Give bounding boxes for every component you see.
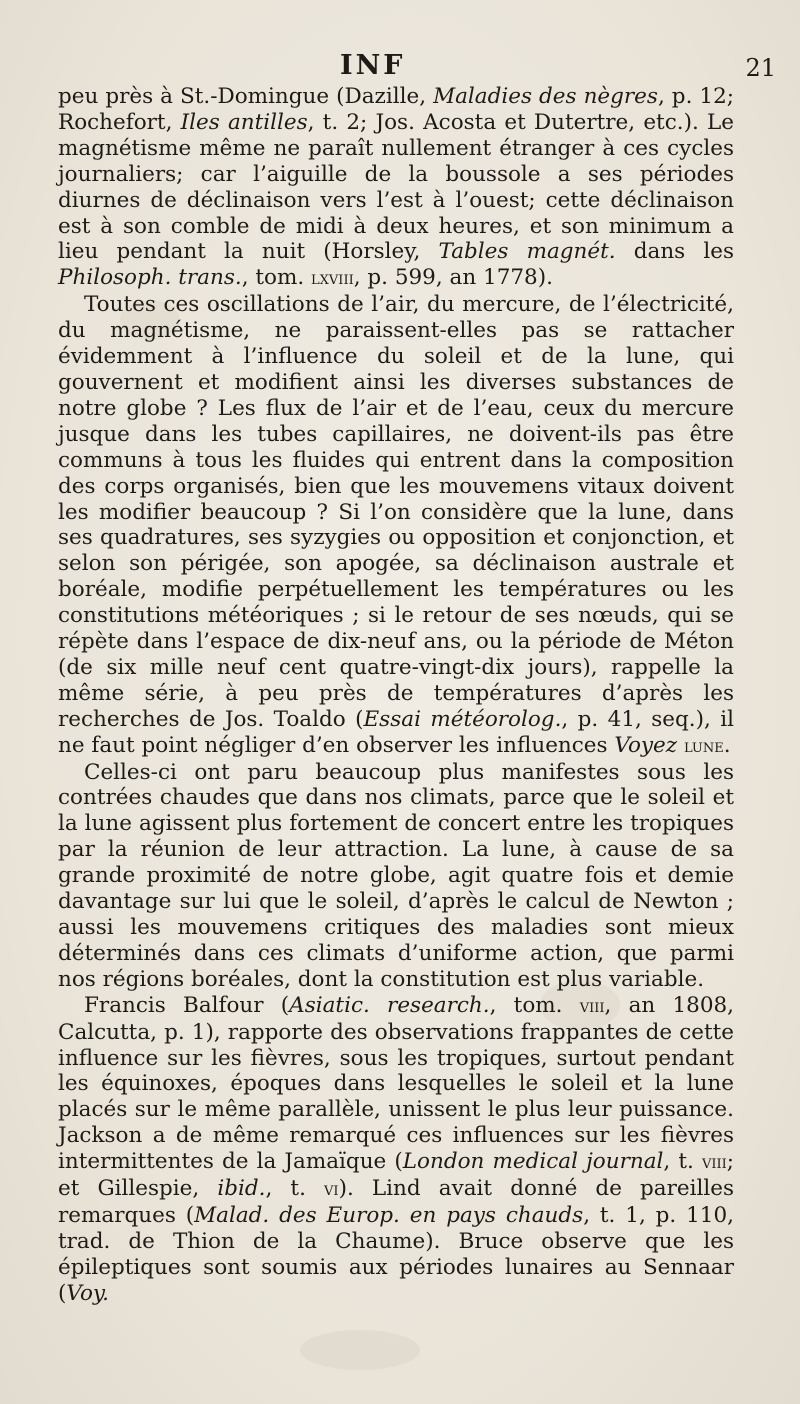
italic-citation: Tables magnét. <box>438 239 616 265</box>
italic-citation: Philosoph. trans. <box>58 265 242 291</box>
paragraph-text: , tom. <box>241 265 312 291</box>
paragraph-text: Toutes ces oscillations de l’air, du mercure, de l’électricité, du magnétisme, ne paraissent-elles pas se rattacher évidemment à l’influence du soleil et de la lune, qui gouvernent et modifient ainsi les diverses substances de notre globe ? Les flux de l’air et de l’eau, ceux du mercure jusque dans les tubes capillaires, ne doivent-ils pas être communs à tous les fluides qui entrent dans la composition des corps organisés, bien que les mouvemens vitaux doivent les modifier beaucoup ? Si l’on considère que la lune, dans ses quadratures, ses syzygies ou opposition et conjonction, et selon son périgée, son apogée, sa déclinaison australe et boréale, modifie perpétuellement les températures ou les constitutions météoriques ; si le retour de ses nœuds, qui se répète dans l’espace de dix-neuf ans, ou la période de Méton (de six mille neuf cent quatre-vingt-dix jours), rappelle la même série, à peu près de températures d’après les recherches de Jos. Toaldo ( <box>58 292 734 732</box>
paragraph-text: , p. 12; Rochefort, <box>58 84 735 135</box>
paragraph <box>58 760 734 993</box>
paragraph <box>58 292 734 759</box>
italic-citation: Malad. des Europ. en pays chauds <box>194 1202 584 1228</box>
small-caps-text: vi <box>324 1179 339 1201</box>
paragraph-text: , tom. <box>489 992 580 1018</box>
paragraph-text: Francis Balfour ( <box>84 992 290 1018</box>
running-head-title: INF <box>340 50 406 81</box>
paragraph-text: , t. 2; Jos. Acosta et Dutertre, etc.). Le magnétisme même ne paraît nullement étranger à ces cycles journaliers; car l’aiguille de la boussole a ses périodes diurnes de déclinaison vers l’est à l’ouest; cette déclinaison est à son comble de midi à deux heures, et son minimum a lieu pendant la nuit (Horsley, <box>58 109 734 265</box>
page-number: 21 <box>745 54 776 82</box>
small-caps-text: lxviii <box>311 268 354 290</box>
paragraph-text <box>677 733 684 758</box>
italic-citation: ibid. <box>217 1176 266 1202</box>
small-caps-text: viii <box>579 995 605 1017</box>
paragraph-text: , p. 599, an 1778). <box>353 265 553 291</box>
italic-citation: London medical journal <box>402 1149 664 1175</box>
paragraph-text: , t. <box>663 1149 702 1175</box>
paragraph-text: , t. <box>265 1176 325 1202</box>
paper-stain <box>300 1330 420 1370</box>
paragraph-text: peu près à St.-Domingue (Dazille, <box>58 84 434 109</box>
italic-citation: Iles antilles <box>180 109 308 135</box>
paragraph-text: , p. 41, seq.), il ne faut point négliger d’en observer les influences <box>58 706 734 758</box>
paragraph-text: , an 1808, Calcutta, p. 1), rapporte des observations frappantes de cette influence sur les fièvres, sous les tropiques, surtout pendant les équinoxes, époques dans lesquelles le soleil et la lune placés sur le même parallèle, unissent le plus leur puissance. Jackson a de même remarqué ces influences sur les fièvres intermittentes de la Jamaïque ( <box>58 992 735 1175</box>
italic-citation: Asiatic. research. <box>289 992 490 1018</box>
paragraph-text: . <box>723 732 731 758</box>
paragraph <box>58 84 734 292</box>
paragraph-text: , t. 1, p. 110, trad. de Thion de la Chaume). Bruce observe que les épileptiques sont soumis aux périodes lunaires au Sennaar ( <box>58 1202 734 1306</box>
paragraph-text: Celles-ci ont paru beaucoup plus manifestes sous les contrées chaudes que dans nos climats, parce que le soleil et la lune agissent plus fortement de concert entre les tropiques par la réunion de leur attraction. La lune, à cause de sa grande proximité de notre globe, agit quatre fois et demie davantage sur lui que le soleil, d’après le calcul de Newton ; aussi les mouvemens critiques des maladies sont mieux déterminés dans ces climats d’uniforme action, que parmi nos régions boréales, dont la constitution est plus variable. <box>58 759 734 992</box>
italic-citation: Maladies des nègres <box>433 84 658 109</box>
paragraph <box>58 993 734 1307</box>
small-caps-text: viii <box>701 1152 727 1174</box>
body-text <box>58 84 734 1307</box>
paragraph-text: ). Lind avait donné de pareilles remarques ( <box>58 1176 734 1228</box>
paragraph-text: ; et Gillespie, <box>58 1149 734 1202</box>
italic-citation: Voy. <box>66 1280 110 1306</box>
small-caps-text: lune <box>683 735 724 757</box>
italic-citation: Essai météorolog. <box>363 706 562 732</box>
paragraph-text: dans les <box>615 239 735 265</box>
italic-citation: Voyez <box>614 732 678 758</box>
